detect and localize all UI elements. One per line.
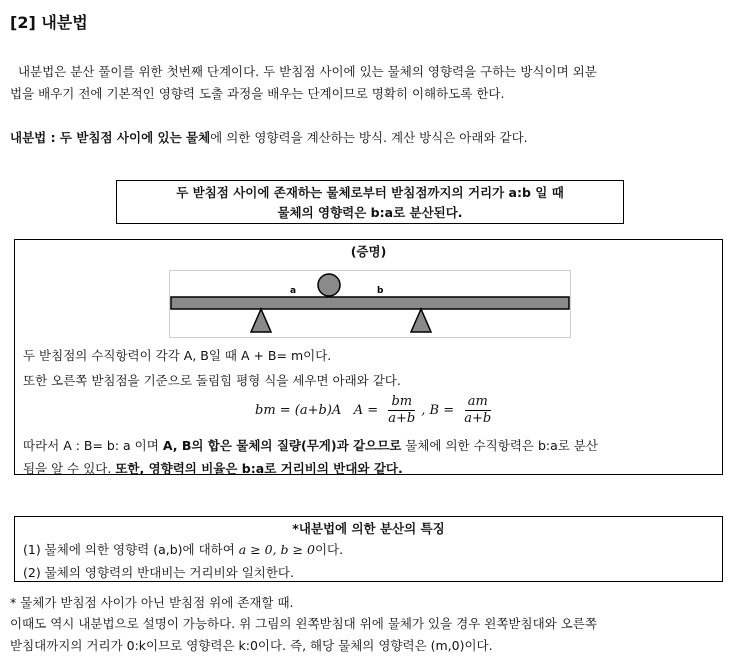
feature-item-1: (1) 물체에 의한 영향력 (a,b)에 대하여 a ≥ 0, b ≥ 0이다. <box>23 542 344 557</box>
equation-b-var: B = <box>429 403 455 418</box>
conclusion-line-2: 됨을 알 수 있다. 또한, 영향력의 비율은 b:a로 거리비의 반대와 같다. <box>23 461 403 476</box>
note-line-2: 이때도 역시 내분법으로 설명이 가능하다. 위 그림의 왼쪽받침대 위에 물체가 있을 경우 왼쪽받침대와 오른쪽 <box>10 616 597 631</box>
rule-line-2: 물체의 영향력은 b:a로 분산된다. <box>277 205 463 220</box>
note-line-1: * 물체가 받침점 사이가 아닌 받침점 위에 존재할 때. <box>10 595 294 610</box>
beam <box>171 297 569 309</box>
rule-line-1: 두 받침점 사이에 존재하는 물체로부터 받침점까지의 거리가 a:b 일 때 <box>176 185 564 200</box>
fraction-a: $\frac{bm}{a+b}$ <box>388 394 416 426</box>
equation-a-var: A = <box>353 403 379 418</box>
note-line-3: 받침대까지의 거리가 0:k이므로 영향력은 k:0이다. 즉, 해당 물체의 영향력은 (m,0)이다. <box>10 638 493 653</box>
conclusion-line-1: 따라서 A : B= b: a 이며 A, B의 합은 물체의 질량(무게)과 같으므로 물체에 의한 수직항력은 b:a로 분산 <box>23 438 598 453</box>
equation-sep: , <box>421 403 426 418</box>
section-title: [2] 내분법 <box>10 13 88 32</box>
feature-item-1-math: a ≥ 0, b ≥ 0 <box>238 542 315 557</box>
beam-diagram <box>169 270 571 338</box>
fraction-b: $\frac{am}{a+b}$ <box>464 394 492 426</box>
proof-title: (증명) <box>350 244 387 259</box>
intro-line-1: 내분법은 분산 풀이를 위한 첫번째 단계이다. 두 받침점 사이에 있는 물체의 영향력을 구하는 방식이며 외분 <box>17 64 597 79</box>
definition <box>10 128 528 146</box>
features-title: *내분법에 의한 분산의 특징 <box>292 521 445 536</box>
equation-lhs: bm = (a+b)A <box>255 403 342 418</box>
object-ball <box>318 274 340 296</box>
rule-box <box>116 180 624 224</box>
definition-normal: 에 의한 영향력을 계산하는 방식. 계산 방식은 아래와 같다. <box>210 130 528 145</box>
equation <box>255 394 497 427</box>
label-b: b <box>377 286 384 296</box>
feature-item-2: (2) 물체의 영향력의 반대비는 거리비와 일치한다. <box>23 565 294 580</box>
features-box <box>14 516 723 582</box>
proof-box <box>14 239 723 475</box>
definition-bold: 내분법 : 두 받침점 사이에 있는 물체 <box>10 130 211 145</box>
label-a: a <box>290 286 297 296</box>
proof-line-1: 두 받침점의 수직항력이 각각 A, B일 때 A + B= m이다. <box>23 348 332 363</box>
intro-line-2: 법을 배우기 전에 기본적인 영향력 도출 과정을 배우는 단계이므로 명확히 이해하도록 한다. <box>10 86 505 101</box>
proof-line-2: 또한 오른쪽 받침점을 기준으로 돌림힘 평형 식을 세우면 아래와 같다. <box>23 373 401 388</box>
